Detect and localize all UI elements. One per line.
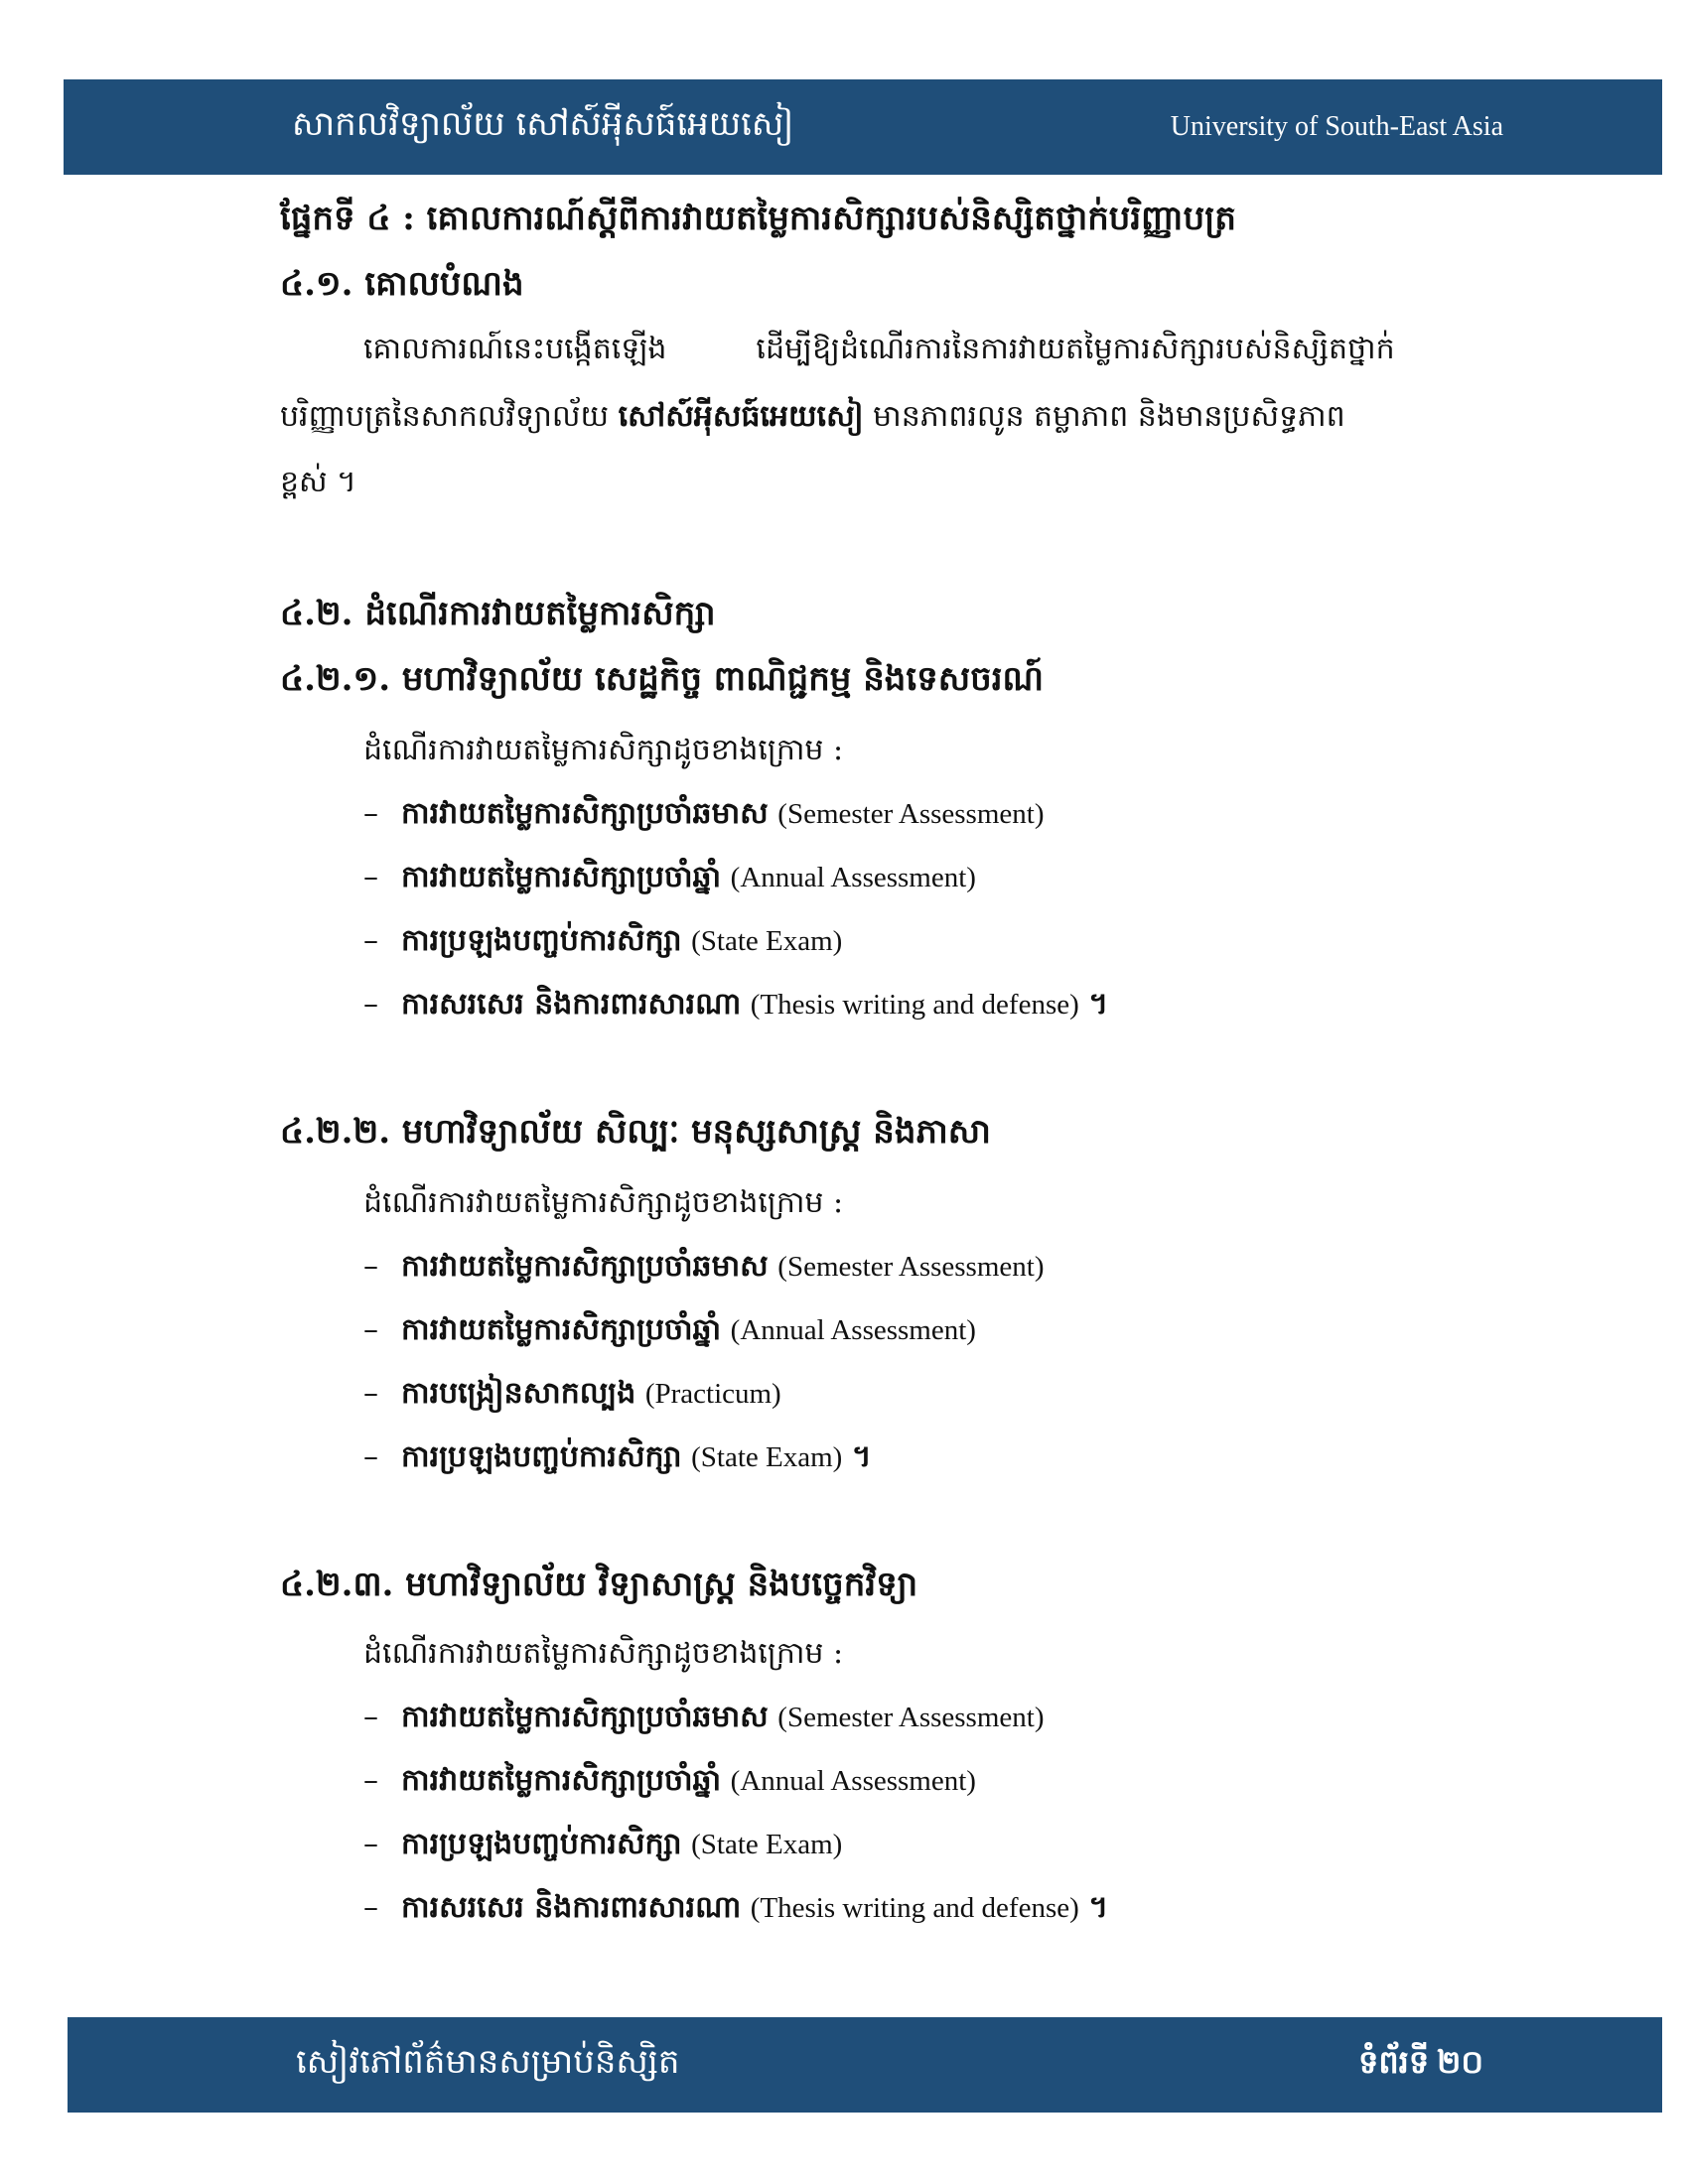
dash-bullet: – [363,796,378,831]
page-header [64,79,1662,175]
item-khmer: ការវាយតម្លៃការសិក្សាប្រចាំឆមាស [401,1700,769,1734]
item-english: (Practicum) [644,1378,781,1410]
list-item [363,985,1108,1028]
item-khmer: ការប្រឡងបញ្ចប់ការសិក្សា [401,1827,682,1861]
paragraph-text: គោលការណ៍នេះបង្កើតឡើង [363,332,667,366]
dash-bullet: – [363,1763,378,1798]
item-english: (Annual Assessment) [730,1314,976,1346]
dash-bullet: – [363,1439,378,1474]
item-khmer: ការសរសេរ និងការពារសារណា [401,987,742,1022]
paragraph-text: ដើម្បីឱ្យដំណើរការនៃការវាយតម្លៃការសិក្សារបស់និស្សិតថ្នាក់ [756,332,1395,366]
item-english: (Semester Assessment) [777,1251,1045,1283]
part-title: ផ្នែកទី ៤ : គោលការណ៍ស្ដីពីការវាយតម្លៃការសិក្សារបស់និស្សិតថ្នាក់បរិញ្ញាបត្រ [280,199,1236,238]
faculty-1-intro: ដំណើរការវាយតម្លៃការសិក្សាដូចខាងក្រោម : [363,733,844,767]
list-item [363,1825,842,1868]
item-english: (Annual Assessment) [730,862,976,893]
dash-bullet: – [363,1249,378,1284]
item-english: (State Exam) [691,925,843,957]
list-item [363,1888,1108,1932]
list-item [363,794,1045,838]
dash-bullet: – [363,1700,378,1734]
item-english: (Semester Assessment) [777,1702,1045,1733]
item-end-mark: ។ [1088,987,1109,1022]
item-khmer: ការប្រឡងបញ្ចប់ការសិក្សា [401,1439,682,1474]
item-khmer: ការវាយតម្លៃការសិក្សាប្រចាំឆមាស [401,1249,769,1284]
list-item [363,1437,872,1481]
paragraph-text: បរិញ្ញាបត្រនៃសាកលវិទ្យាល័យ [280,399,610,434]
item-khmer: ការវាយតម្លៃការសិក្សាប្រចាំឆ្នាំ [401,1312,722,1347]
university-name-bold: សៅស៍អុីសធ៍អេយសៀ [618,399,864,434]
paragraph-line-3: ខ្ពស់ ។ [280,465,356,499]
item-khmer: ការវាយតម្លៃការសិក្សាប្រចាំឆមាស [401,796,769,831]
dash-bullet: – [363,1376,378,1411]
item-khmer: ការសរសេរ និងការពារសារណា [401,1890,742,1925]
item-khmer: ការវាយតម្លៃការសិក្សាប្រចាំឆ្នាំ [401,860,722,894]
faculty-3-title: ៤.២.៣. មហាវិទ្យាល័យ វិទ្យាសាស្ត្រ និងបច្ចេកវិទ្យា [280,1565,918,1604]
item-english: (Thesis writing and defense) [750,989,1079,1021]
page-number: ទំព័រទី ២០ [1358,2043,1483,2080]
list-item [363,858,976,901]
item-end-mark: ។ [851,1439,872,1474]
section-4-2-title: ៤.២. ដំណើរការវាយតម្លៃការសិក្សា [280,594,716,633]
dash-bullet: – [363,1312,378,1347]
faculty-3-intro: ដំណើរការវាយតម្លៃការសិក្សាដូចខាងក្រោម : [363,1636,844,1671]
item-khmer: ការបង្រៀនសាកល្បង [401,1376,636,1411]
paragraph-line-2 [280,397,1345,441]
section-4-1-title: ៤.១. គោលបំណង [280,264,524,304]
list-item [363,1698,1045,1741]
faculty-2-title: ៤.២.២. មហាវិទ្យាល័យ សិល្បៈ មនុស្សសាស្ត្រ និងភាសា [280,1112,991,1152]
item-end-mark: ។ [1088,1890,1109,1925]
page-footer [68,2017,1662,2113]
item-english: (State Exam) [691,1441,843,1473]
dash-bullet: – [363,987,378,1022]
list-item [363,1374,781,1418]
dash-bullet: – [363,1827,378,1861]
paragraph-line-1 [363,330,1395,373]
list-item [363,1247,1045,1291]
faculty-2-intro: ដំណើរការវាយតម្លៃការសិក្សាដូចខាងក្រោម : [363,1185,844,1220]
dash-bullet: – [363,923,378,958]
item-english: (Annual Assessment) [730,1765,976,1797]
paragraph-text: មានភាពរលូន តម្លាភាព និងមានប្រសិទ្ធភាព [873,399,1345,434]
item-english: (State Exam) [691,1829,843,1860]
footer-handbook-title: សៀវភៅព័ត៌មានសម្រាប់និស្សិត [296,2042,680,2082]
list-item [363,1310,976,1354]
dash-bullet: – [363,860,378,894]
dash-bullet: – [363,1890,378,1925]
item-khmer: ការវាយតម្លៃការសិក្សាប្រចាំឆ្នាំ [401,1763,722,1798]
item-khmer: ការប្រឡងបញ្ចប់ការសិក្សា [401,923,682,958]
header-university-khmer: សាកលវិទ្យាល័យ សៅស៍អុីសធ៍អេយសៀ [292,104,794,144]
item-english: (Thesis writing and defense) [750,1892,1079,1924]
faculty-1-title: ៤.២.១. មហាវិទ្យាល័យ សេដ្ឋកិច្ច ពាណិជ្ជកម្ម និងទេសចរណ៍ [280,659,1045,699]
list-item [363,921,842,965]
header-university-english: University of South-East Asia [1170,111,1503,142]
list-item [363,1761,976,1805]
item-english: (Semester Assessment) [777,798,1045,830]
